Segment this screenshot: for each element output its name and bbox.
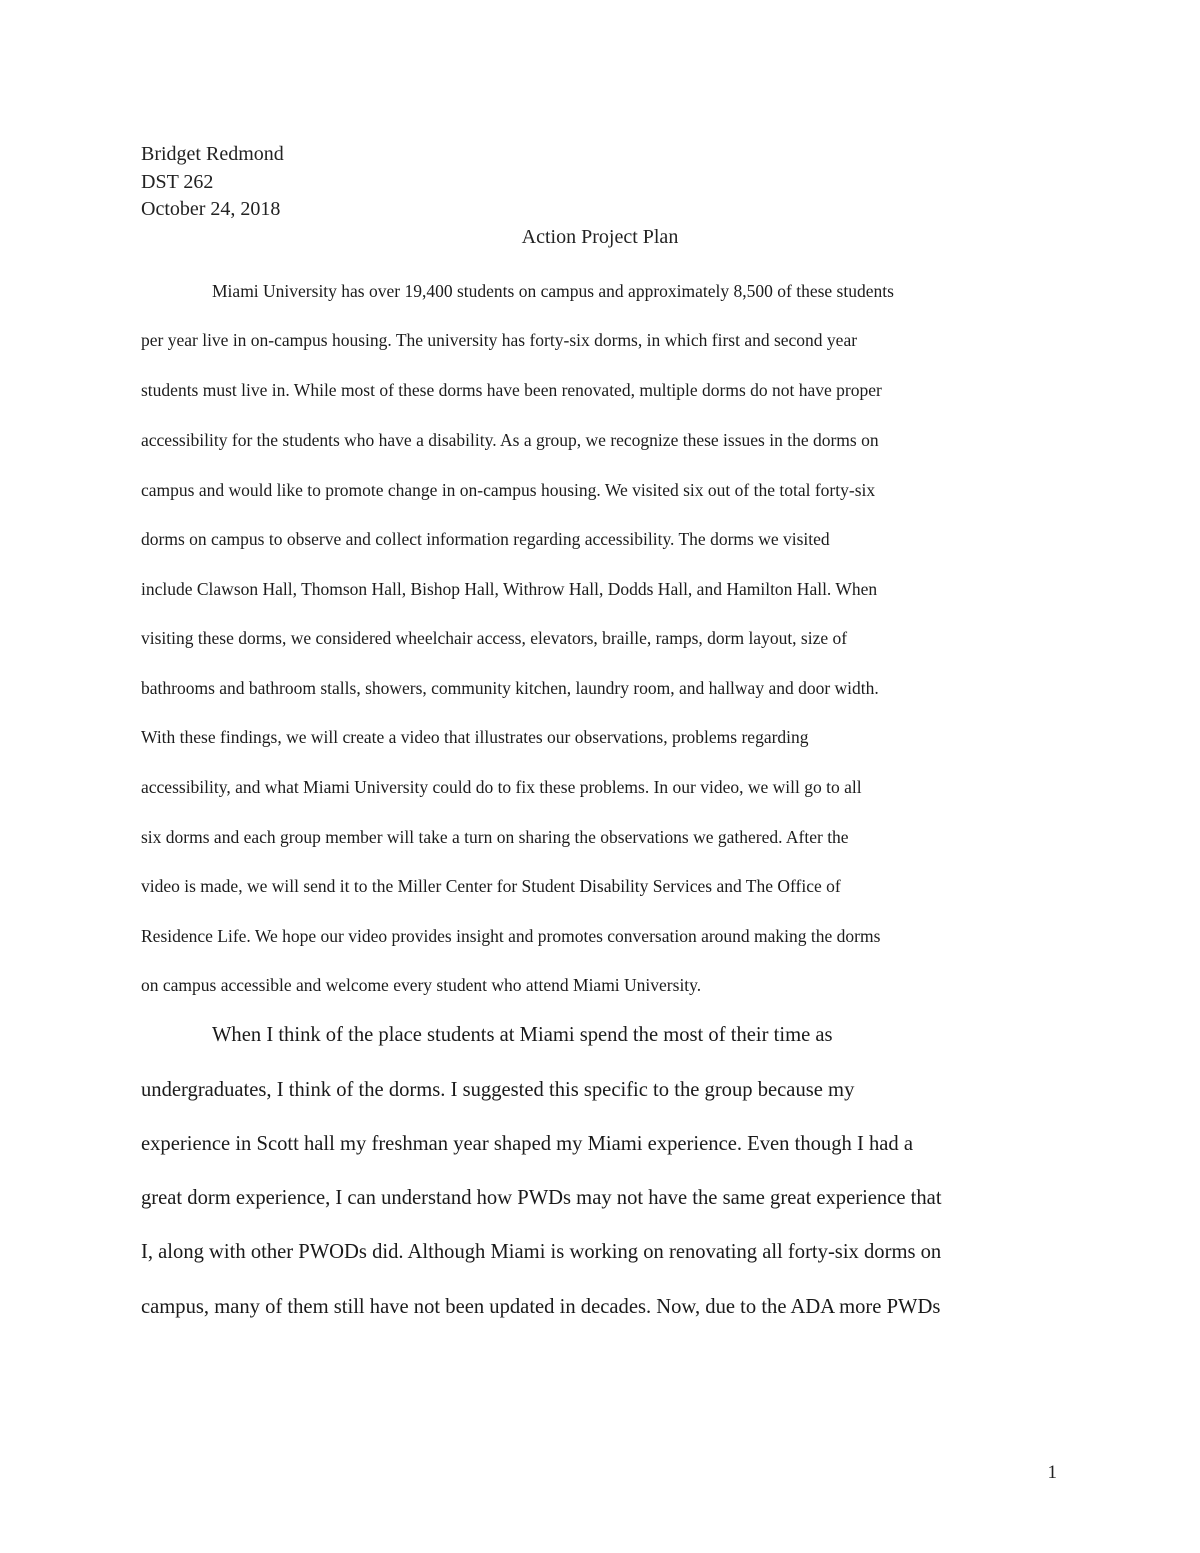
paragraph1-line: on campus accessible and welcome every student who attend Miami University.: [141, 975, 702, 995]
paragraph1-line: accessibility, and what Miami University could do to fix these problems. In our video, we will go to all: [141, 777, 862, 797]
paragraph1-line: With these findings, we will create a video that illustrates our observations, problems regarding: [141, 727, 809, 747]
paragraph1-line: Miami University has over 19,400 students on campus and approximately 8,500 of these students: [212, 281, 894, 301]
paragraph1-line: accessibility for the students who have a disability. As a group, we recognize these issues in the dorms on: [141, 430, 879, 450]
paragraph1-line: video is made, we will send it to the Miller Center for Student Disability Services and The Office of: [141, 876, 841, 896]
paragraph1-line: bathrooms and bathroom stalls, showers, community kitchen, laundry room, and hallway and door width.: [141, 678, 879, 698]
paragraph1-line: students must live in. While most of these dorms have been renovated, multiple dorms do not have proper: [141, 380, 882, 400]
paragraph2-line: I, along with other PWODs did. Although Miami is working on renovating all forty-six dorms on: [141, 1241, 942, 1263]
paragraph1-line: Residence Life. We hope our video provides insight and promotes conversation around making the dorms: [141, 926, 881, 946]
paragraph1-line: dorms on campus to observe and collect information regarding accessibility. The dorms we visited: [141, 529, 830, 549]
paragraph2-line: campus, many of them still have not been updated in decades. Now, due to the ADA more PWDs: [141, 1296, 941, 1318]
document-header: [141, 141, 284, 224]
paragraph1-line: include Clawson Hall, Thomson Hall, Bishop Hall, Withrow Hall, Dodds Hall, and Hamilton Hall. When: [141, 579, 878, 599]
paragraph2-line: When I think of the place students at Miami spend the most of their time as: [212, 1024, 833, 1046]
paragraph1-line: six dorms and each group member will take a turn on sharing the observations we gathered. After the: [141, 827, 849, 847]
author-name: Bridget Redmond: [141, 143, 284, 165]
paragraph1-line: per year live in on-campus housing. The university has forty-six dorms, in which first and second year: [141, 330, 858, 350]
document-date: October 24, 2018: [141, 198, 281, 220]
paragraph1-line: campus and would like to promote change in on-campus housing. We visited six out of the total forty-six: [141, 480, 876, 500]
document-title: Action Project Plan: [521, 226, 679, 248]
page-number: 1: [1047, 1462, 1057, 1483]
paragraph1-line: visiting these dorms, we considered wheelchair access, elevators, braille, ramps, dorm layout, size of: [141, 628, 848, 648]
paragraph2-line: experience in Scott hall my freshman year shaped my Miami experience. Even though I had a: [141, 1133, 913, 1155]
paragraph2-line: undergraduates, I think of the dorms. I suggested this specific to the group because my: [141, 1079, 855, 1101]
paragraph2-line: great dorm experience, I can understand how PWDs may not have the same great experience that: [141, 1187, 942, 1209]
course-code: DST 262: [141, 170, 214, 193]
